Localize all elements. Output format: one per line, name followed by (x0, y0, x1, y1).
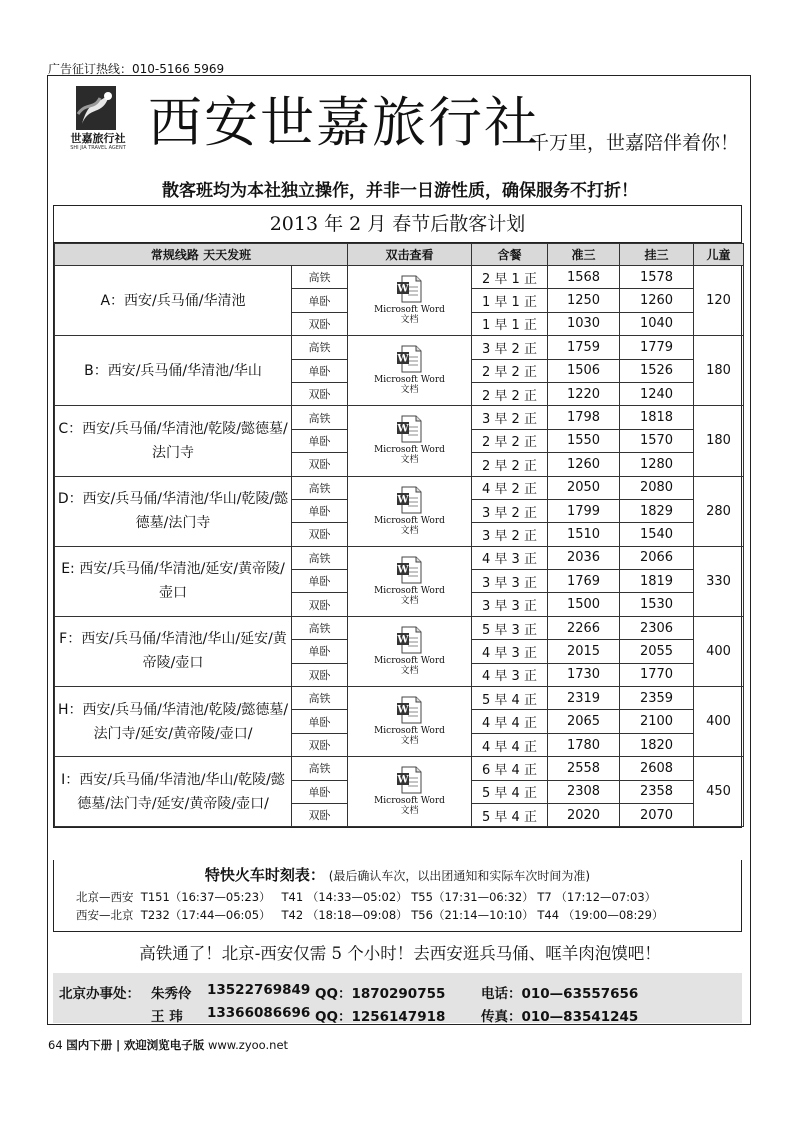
word-label: Microsoft Word (374, 796, 445, 807)
route-name: B：西安/兵马俑/华清池/华山 (55, 336, 292, 406)
word-document-icon[interactable] (374, 345, 445, 395)
meal-plan: 5 早 4 正 (472, 687, 548, 710)
word-label-doc: 文档 (400, 595, 419, 606)
route-name: C：西安/兵马俑/华清池/乾陵/懿德墓/法门寺 (55, 406, 292, 476)
price-standard: 2558 (548, 757, 620, 780)
svg-text:W: W (397, 564, 410, 576)
table-row (55, 266, 744, 289)
price-rated: 1260 (620, 289, 694, 312)
word-document-link[interactable] (348, 687, 472, 757)
price-standard: 1550 (548, 429, 620, 452)
svg-text:W: W (397, 423, 410, 435)
footer-url[interactable]: www.zyoo.net (207, 1038, 289, 1052)
price-rated: 2066 (620, 546, 694, 569)
price-standard: 1769 (548, 570, 620, 593)
table-row (55, 757, 744, 780)
price-rated: 1820 (620, 733, 694, 756)
price-rated: 1578 (620, 266, 694, 289)
transport-type: 双卧 (292, 382, 348, 405)
meal-plan: 6 早 4 正 (472, 757, 548, 780)
slogan: 千万里，世嘉陪伴着你！ (530, 132, 740, 154)
meal-plan: 4 早 3 正 (472, 640, 548, 663)
train-title: 特快火车时刻表： (204, 866, 325, 884)
meal-plan: 2 早 2 正 (472, 382, 548, 405)
word-label: Microsoft Word (374, 655, 445, 666)
price-standard: 2020 (548, 803, 620, 826)
transport-type: 高铁 (292, 687, 348, 710)
promo-banner: 高铁通了！北京-西安仅需 5 个小时！去西安逛兵马俑、哐羊肉泡馍吧！ (139, 944, 661, 963)
route-name: D：西安/兵马俑/华清池/华山/乾陵/懿德墓/法门寺 (55, 476, 292, 546)
transport-type: 双卧 (292, 312, 348, 335)
meal-plan: 2 早 2 正 (472, 359, 548, 382)
price-standard: 2308 (548, 780, 620, 803)
price-standard: 1500 (548, 593, 620, 616)
table-row (55, 406, 744, 429)
meal-plan: 3 早 2 正 (472, 336, 548, 359)
word-document-link[interactable] (348, 406, 472, 476)
table-row (55, 687, 744, 710)
price-rated: 2100 (620, 710, 694, 733)
transport-type: 双卧 (292, 523, 348, 546)
child-price: 330 (694, 546, 744, 616)
price-rated: 1770 (620, 663, 694, 686)
price-standard: 1799 (548, 499, 620, 522)
word-label: Microsoft Word (374, 445, 445, 456)
child-price: 180 (694, 406, 744, 476)
company-name: 西安世嘉旅行社 (148, 91, 540, 154)
price-rated: 1570 (620, 429, 694, 452)
transport-type: 单卧 (292, 499, 348, 522)
word-label: Microsoft Word (374, 726, 445, 737)
tour-plan-table (53, 205, 742, 828)
word-label-doc: 文档 (400, 455, 419, 466)
price-standard: 1798 (548, 406, 620, 429)
meal-plan: 2 早 2 正 (472, 453, 548, 476)
meal-plan: 3 早 2 正 (472, 523, 548, 546)
price-rated: 2358 (620, 780, 694, 803)
transport-type: 单卧 (292, 289, 348, 312)
transport-type: 双卧 (292, 663, 348, 686)
transport-type: 单卧 (292, 570, 348, 593)
word-label: Microsoft Word (374, 375, 445, 386)
child-price: 120 (694, 266, 744, 336)
meal-plan: 4 早 4 正 (472, 710, 548, 733)
child-price: 280 (694, 476, 744, 546)
page-footer (48, 1037, 288, 1053)
train-line-bj-xa: 北京—西安 T151（16:37—05:23） T41 （14:33—05:02） T55（17:31—06:32） T7 （17:12—07:03） (76, 890, 657, 904)
header-view: 双击查看 (348, 244, 472, 266)
transport-type: 单卧 (292, 640, 348, 663)
train-title-note: (最后确认车次，以出团通知和实际车次时间为准) (328, 869, 591, 883)
word-document-link[interactable] (348, 336, 472, 406)
price-standard: 1780 (548, 733, 620, 756)
meal-plan: 4 早 3 正 (472, 546, 548, 569)
route-name: F：西安/兵马俑/华清池/华山/延安/黄帝陵/壶口 (55, 616, 292, 686)
word-label-doc: 文档 (400, 525, 419, 536)
meal-plan: 1 早 1 正 (472, 289, 548, 312)
transport-type: 单卧 (292, 780, 348, 803)
route-name: H：西安/兵马俑/华清池/乾陵/懿德墓/法门寺/延安/黄帝陵/壶口/ (55, 687, 292, 757)
price-rated: 2359 (620, 687, 694, 710)
office-tel: 电话：010—63557656 (481, 986, 639, 1002)
svg-text:W: W (397, 634, 410, 646)
child-price: 180 (694, 336, 744, 406)
price-standard: 2015 (548, 640, 620, 663)
header-child: 儿童 (694, 244, 744, 266)
meal-plan: 5 早 4 正 (472, 803, 548, 826)
word-label-doc: 文档 (400, 385, 419, 396)
train-schedule-title (54, 864, 741, 885)
contact-name-1: 朱秀伶 (151, 986, 192, 1002)
beijing-office-contact (53, 973, 742, 1023)
route-name: I：西安/兵马俑/华清池/华山/乾陵/懿德墓/法门寺/延安/黄帝陵/壶口/ (55, 757, 292, 827)
word-document-icon[interactable] (374, 696, 445, 746)
route-name: A：西安/兵马俑/华清池 (55, 266, 292, 336)
route-name: E: 西安/兵马俑/华清池/延安/黄帝陵/壶口 (55, 546, 292, 616)
word-document-link[interactable] (348, 546, 472, 616)
transport-type: 单卧 (292, 710, 348, 733)
transport-type: 高铁 (292, 546, 348, 569)
meal-plan: 3 早 3 正 (472, 593, 548, 616)
price-standard: 1250 (548, 289, 620, 312)
word-label-doc: 文档 (400, 315, 419, 326)
word-document-icon[interactable] (374, 766, 445, 816)
price-standard: 1506 (548, 359, 620, 382)
price-standard: 2065 (548, 710, 620, 733)
header-standard-3star: 准三 (548, 244, 620, 266)
meal-plan: 3 早 2 正 (472, 406, 548, 429)
plan-title: 2013 年 2 月 春节后散客计划 (54, 206, 741, 243)
child-price: 450 (694, 757, 744, 827)
word-document-link[interactable] (348, 757, 472, 827)
train-line-xa-bj: 西安—北京 T232（17:44—06:05） T42 （18:18—09:08） T56（21:14—10:10） T44 （19:00—08:29） (76, 908, 664, 922)
price-standard: 1030 (548, 312, 620, 335)
office-label: 北京办事处： (59, 986, 140, 1002)
price-standard: 2050 (548, 476, 620, 499)
contact-phone-1: 13522769849 (207, 982, 311, 998)
service-notice: 散客班均为本社独立操作，并非一日游性质，确保服务不打折！ (162, 181, 638, 201)
price-standard: 1568 (548, 266, 620, 289)
child-price: 400 (694, 616, 744, 686)
meal-plan: 4 早 2 正 (472, 476, 548, 499)
transport-type: 高铁 (292, 336, 348, 359)
price-standard: 1260 (548, 453, 620, 476)
price-standard: 1759 (548, 336, 620, 359)
meal-plan: 5 早 4 正 (472, 780, 548, 803)
word-label: Microsoft Word (374, 305, 445, 316)
svg-text:W: W (397, 353, 410, 365)
ad-hotline: 广告征订热线：010-5166 5969 (48, 62, 225, 76)
transport-type: 高铁 (292, 406, 348, 429)
table-row (55, 546, 744, 569)
price-rated: 2608 (620, 757, 694, 780)
word-document-link[interactable] (348, 616, 472, 686)
svg-text:W: W (397, 283, 410, 295)
word-document-link[interactable] (348, 476, 472, 546)
price-rated: 2070 (620, 803, 694, 826)
page-number: 64 (48, 1038, 63, 1052)
table-header-row (55, 244, 744, 266)
price-standard: 1220 (548, 382, 620, 405)
word-label-doc: 文档 (400, 736, 419, 747)
header-meals: 含餐 (472, 244, 548, 266)
word-label-doc: 文档 (400, 806, 419, 817)
footer-text: 欢迎浏览电子版 (123, 1038, 205, 1052)
price-standard: 2266 (548, 616, 620, 639)
transport-type: 高铁 (292, 476, 348, 499)
price-rated: 1240 (620, 382, 694, 405)
child-price: 400 (694, 687, 744, 757)
transport-type: 双卧 (292, 593, 348, 616)
transport-type: 高铁 (292, 757, 348, 780)
word-document-icon[interactable] (374, 486, 445, 536)
price-rated: 1526 (620, 359, 694, 382)
price-rated: 1819 (620, 570, 694, 593)
contact-qq-1: QQ：1870290755 (315, 986, 446, 1002)
price-rated: 2055 (620, 640, 694, 663)
transport-type: 双卧 (292, 453, 348, 476)
meal-plan: 2 早 2 正 (472, 429, 548, 452)
table-row (55, 476, 744, 499)
word-document-icon[interactable] (374, 626, 445, 676)
contact-phone-2: 13366086696 (207, 1005, 311, 1021)
price-rated: 2080 (620, 476, 694, 499)
price-standard: 2319 (548, 687, 620, 710)
header-rated-3star: 挂三 (620, 244, 694, 266)
price-rated: 1540 (620, 523, 694, 546)
price-rated: 1040 (620, 312, 694, 335)
word-document-icon[interactable] (374, 275, 445, 325)
office-fax: 传真：010—83541245 (481, 1009, 639, 1025)
word-document-icon[interactable] (374, 556, 445, 606)
word-label-doc: 文档 (400, 665, 419, 676)
transport-type: 双卧 (292, 733, 348, 756)
train-schedule (53, 860, 742, 932)
transport-type: 高铁 (292, 266, 348, 289)
contact-qq-2: QQ：1256147918 (315, 1009, 446, 1025)
price-standard: 2036 (548, 546, 620, 569)
price-standard: 1510 (548, 523, 620, 546)
price-grid (54, 243, 744, 827)
transport-type: 双卧 (292, 803, 348, 826)
price-rated: 1829 (620, 499, 694, 522)
table-row (55, 616, 744, 639)
transport-type: 高铁 (292, 616, 348, 639)
price-rated: 1280 (620, 453, 694, 476)
price-rated: 1818 (620, 406, 694, 429)
svg-text:W: W (397, 494, 410, 506)
svg-text:W: W (397, 704, 410, 716)
logo-text: 世嘉旅行社 (70, 132, 126, 145)
price-rated: 2306 (620, 616, 694, 639)
word-label: Microsoft Word (374, 585, 445, 596)
meal-plan: 4 早 3 正 (472, 663, 548, 686)
price-standard: 1730 (548, 663, 620, 686)
word-label: Microsoft Word (374, 515, 445, 526)
contact-name-2: 王 玮 (151, 1009, 183, 1025)
logo-subtitle: SHI JIA TRAVEL AGENT (70, 145, 126, 151)
meal-plan: 5 早 3 正 (472, 616, 548, 639)
meal-plan: 3 早 3 正 (472, 570, 548, 593)
footer-separator: | (115, 1038, 121, 1052)
word-document-link[interactable] (348, 266, 472, 336)
meal-plan: 4 早 4 正 (472, 733, 548, 756)
word-document-icon[interactable] (374, 415, 445, 465)
transport-type: 单卧 (292, 359, 348, 382)
table-row (55, 336, 744, 359)
transport-type: 单卧 (292, 429, 348, 452)
meal-plan: 1 早 1 正 (472, 312, 548, 335)
footer-section: 国内下册 (66, 1038, 113, 1052)
svg-text:W: W (397, 774, 410, 786)
price-rated: 1779 (620, 336, 694, 359)
price-rated: 1530 (620, 593, 694, 616)
meal-plan: 2 早 1 正 (472, 266, 548, 289)
meal-plan: 3 早 2 正 (472, 499, 548, 522)
header-route: 常规线路 天天发班 (55, 244, 348, 266)
